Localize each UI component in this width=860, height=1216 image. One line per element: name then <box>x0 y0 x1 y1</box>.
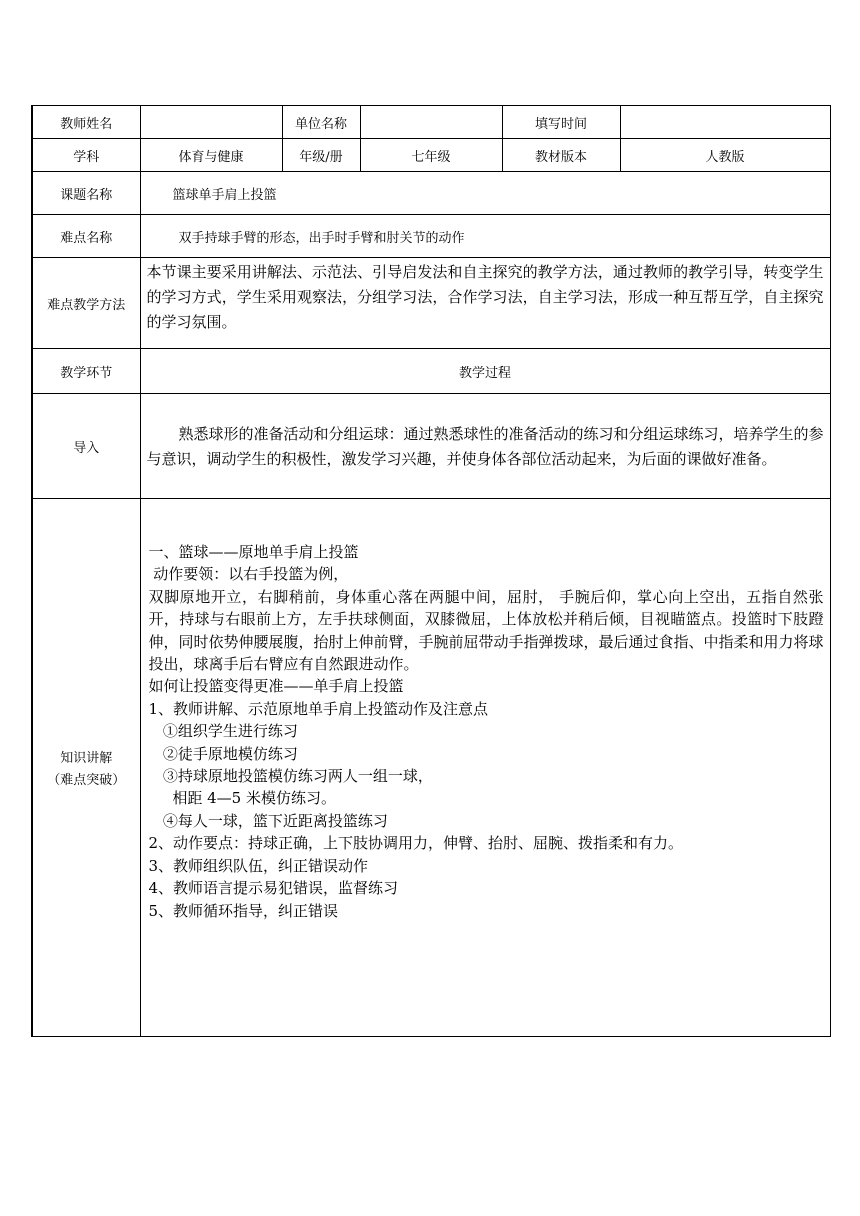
process-label: 教学过程 <box>140 349 830 394</box>
header-row-2 <box>32 139 830 172</box>
topic-label: 课题名称 <box>32 172 140 215</box>
method-label: 难点教学方法 <box>32 258 140 349</box>
knowledge-line: ④每人一球，篮下近距离投篮练习 <box>148 811 388 830</box>
difficulty-value: 双手持球手臂的形态，出手时手臂和肘关节的动作 <box>140 215 830 258</box>
knowledge-line: ③持球原地投篮模仿练习两人一组一球， <box>148 767 433 786</box>
grade-label: 年级/册 <box>282 139 360 172</box>
edition-value: 人教版 <box>620 139 830 172</box>
knowledge-line: ②徒手原地模仿练习 <box>148 744 298 763</box>
knowledge-line: 如何让投篮变得更准——单手肩上投篮 <box>148 677 404 696</box>
knowledge-heading: 一、篮球——原地单手肩上投篮 <box>148 543 359 561</box>
knowledge-paragraph: 双脚原地开立，右脚稍前，身体重心落在两腿中间，屈肘， 手腕后仰，掌心向上空出，五指自然张开，持球与右眼前上方，左手扶球侧面，双膝微屈，上体放松并稍后倾，目视瞄篮点。投篮时下肢蹬伸，同时依势伸腰展腹，抬肘上伸前臂，手腕前屈带动手指弹拨球，最后通过食指、中指柔和用力将球投出，球离手后右臂应有自然跟进动作。 <box>148 587 824 674</box>
fill-time-value <box>620 106 830 139</box>
knowledge-line: 动作要领：以右手投篮为例， <box>148 565 349 584</box>
edition-label: 教材版本 <box>502 139 620 172</box>
knowledge-line: ①组织学生进行练习 <box>148 722 298 741</box>
phase-label: 教学环节 <box>32 349 140 394</box>
lesson-plan-document <box>31 105 829 1037</box>
method-text: 本节课主要采用讲解法、示范法、引导启发法和自主探究的教学方法，通过教师的教学引导，转变学生的学习方式，学生采用观察法，分组学习法，合作学习法，自主学习法，形成一种互帮互学，自主探究的学习氛围。 <box>140 258 830 349</box>
knowledge-line: 2、动作要点：持球正确，上下肢协调用力，伸臂、抬肘、屈腕、拨指柔和有力。 <box>148 834 684 853</box>
unit-label: 单位名称 <box>282 106 360 139</box>
intro-text: 熟悉球形的准备活动和分组运球：通过熟悉球性的准备活动的练习和分组运球练习，培养学生的参与意识，调动学生的积极性，激发学习兴趣，并使身体各部位活动起来，为后面的课做好准备。 <box>140 394 830 499</box>
difficulty-row <box>32 215 830 258</box>
knowledge-line: 5、教师循环指导，纠正错误 <box>148 901 339 920</box>
knowledge-label-line2: （难点突破） <box>47 773 126 788</box>
unit-value <box>360 106 502 139</box>
knowledge-line: 相距 4—5 米模仿练习。 <box>148 789 336 808</box>
phase-header-row <box>32 349 830 394</box>
subject-value: 体育与健康 <box>140 139 282 172</box>
knowledge-content <box>140 499 830 1037</box>
knowledge-line: 1、教师讲解、示范原地单手肩上投篮动作及注意点 <box>148 699 489 718</box>
knowledge-line: 3、教师组织队伍，纠正错误动作 <box>148 856 369 875</box>
fill-time-label: 填写时间 <box>502 106 620 139</box>
teacher-name-label: 教师姓名 <box>32 106 140 139</box>
teacher-name-value <box>140 106 282 139</box>
topic-value: 篮球单手肩上投篮 <box>140 172 830 215</box>
knowledge-label-line1: 知识讲解 <box>60 751 113 766</box>
intro-row <box>32 394 830 499</box>
grade-value: 七年级 <box>360 139 502 172</box>
knowledge-row <box>32 499 830 1037</box>
lesson-plan-table <box>31 105 831 1037</box>
topic-row <box>32 172 830 215</box>
header-row-1 <box>32 106 830 139</box>
subject-label: 学科 <box>32 139 140 172</box>
method-row <box>32 258 830 349</box>
knowledge-line: 4、教师语言提示易犯错误，监督练习 <box>148 879 399 898</box>
difficulty-label: 难点名称 <box>32 215 140 258</box>
knowledge-label <box>32 499 140 1037</box>
intro-label: 导入 <box>32 394 140 499</box>
